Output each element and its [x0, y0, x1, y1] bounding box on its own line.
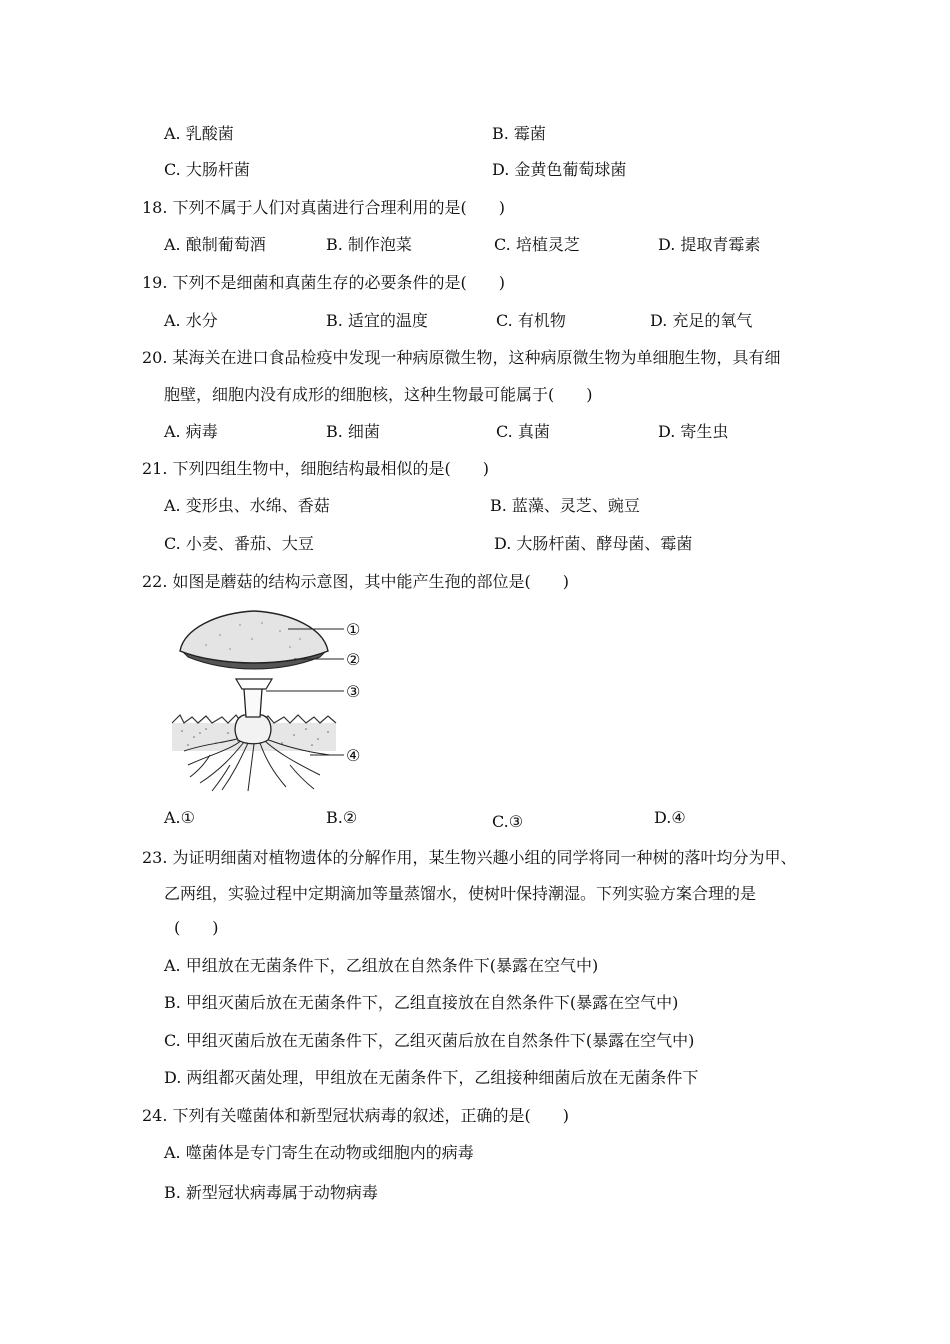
mushroom-cap-icon: [180, 611, 328, 663]
q18-option-d: D. 提取青霉素: [658, 235, 761, 254]
q19-option-b: B. 适宜的温度: [326, 311, 428, 330]
q22-option-c: C.③: [492, 812, 524, 831]
q17-option-a: A. 乳酸菌: [164, 124, 234, 143]
q22-option-d: D.④: [654, 808, 686, 827]
q24-option-b: B. 新型冠状病毒属于动物病毒: [164, 1183, 378, 1202]
q21-option-a: A. 变形虫、水绵、香菇: [164, 496, 330, 515]
q19-option-c: C. 有机物: [496, 311, 566, 330]
q18-option-a: A. 酿制葡萄酒: [164, 235, 266, 254]
label-3: ③: [346, 682, 361, 701]
q19-stem: 19. 下列不是细菌和真菌生存的必要条件的是( ): [142, 273, 506, 292]
q22-option-a: A.①: [164, 808, 195, 827]
q21-option-d: D. 大肠杆菌、酵母菌、霉菌: [494, 534, 693, 553]
q18-option-c: C. 培植灵芝: [494, 235, 580, 254]
q17-option-c: C. 大肠杆菌: [164, 160, 250, 179]
q24-option-a: A. 噬菌体是专门寄生在动物或细胞内的病毒: [164, 1143, 474, 1162]
q23-stem-line3: ( ): [174, 918, 219, 937]
q23-option-a: A. 甲组放在无菌条件下，乙组放在自然条件下(暴露在空气中): [164, 956, 599, 975]
q21-stem: 21. 下列四组生物中，细胞结构最相似的是( ): [142, 459, 490, 478]
mushroom-base-icon: [235, 715, 271, 744]
q20-option-a: A. 病毒: [164, 422, 218, 441]
q23-stem-line2: 乙两组，实验过程中定期滴加等量蒸馏水，使树叶保持潮湿。下列实验方案合理的是: [164, 884, 757, 903]
q23-option-c: C. 甲组灭菌后放在无菌条件下，乙组灭菌后放在自然条件下(暴露在空气中): [164, 1031, 695, 1050]
q22-option-b: B.②: [326, 808, 358, 827]
q19-option-a: A. 水分: [164, 311, 218, 330]
q19-option-d: D. 充足的氧气: [650, 311, 753, 330]
q18-stem: 18. 下列不属于人们对真菌进行合理利用的是( ): [142, 198, 506, 217]
label-1: ①: [346, 620, 361, 639]
q20-option-d: D. 寄生虫: [658, 422, 729, 441]
q23-option-d: D. 两组都灭菌处理，甲组放在无菌条件下，乙组接种细菌后放在无菌条件下: [164, 1068, 699, 1087]
q20-option-c: C. 真菌: [496, 422, 550, 441]
q21-option-b: B. 蓝藻、灵芝、豌豆: [490, 496, 640, 515]
q23-stem-line1: 23. 为证明细菌对植物遗体的分解作用，某生物兴趣小组的同学将同一种树的落叶均分为甲、: [142, 848, 797, 867]
q21-option-c: C. 小麦、番茄、大豆: [164, 534, 314, 553]
q20-stem-line1: 20. 某海关在进口食品检疫中发现一种病原微生物，这种病原微生物为单细胞生物，具有细: [142, 348, 781, 367]
q18-option-b: B. 制作泡菜: [326, 235, 412, 254]
q20-option-b: B. 细菌: [326, 422, 380, 441]
mushroom-structure-diagram: [170, 605, 380, 795]
q24-stem: 24. 下列有关噬菌体和新型冠状病毒的叙述，正确的是( ): [142, 1106, 570, 1125]
label-4: ④: [346, 746, 361, 765]
q23-option-b: B. 甲组灭菌后放在无菌条件下，乙组直接放在自然条件下(暴露在空气中): [164, 993, 679, 1012]
q17-option-d: D. 金黄色葡萄球菌: [492, 160, 627, 179]
q22-stem: 22. 如图是蘑菇的结构示意图，其中能产生孢的部位是( ): [142, 572, 570, 591]
label-2: ②: [346, 650, 361, 669]
q17-option-b: B. 霉菌: [492, 124, 546, 143]
q20-stem-line2: 胞壁，细胞内没有成形的细胞核，这种生物最可能属于( ): [164, 385, 593, 404]
